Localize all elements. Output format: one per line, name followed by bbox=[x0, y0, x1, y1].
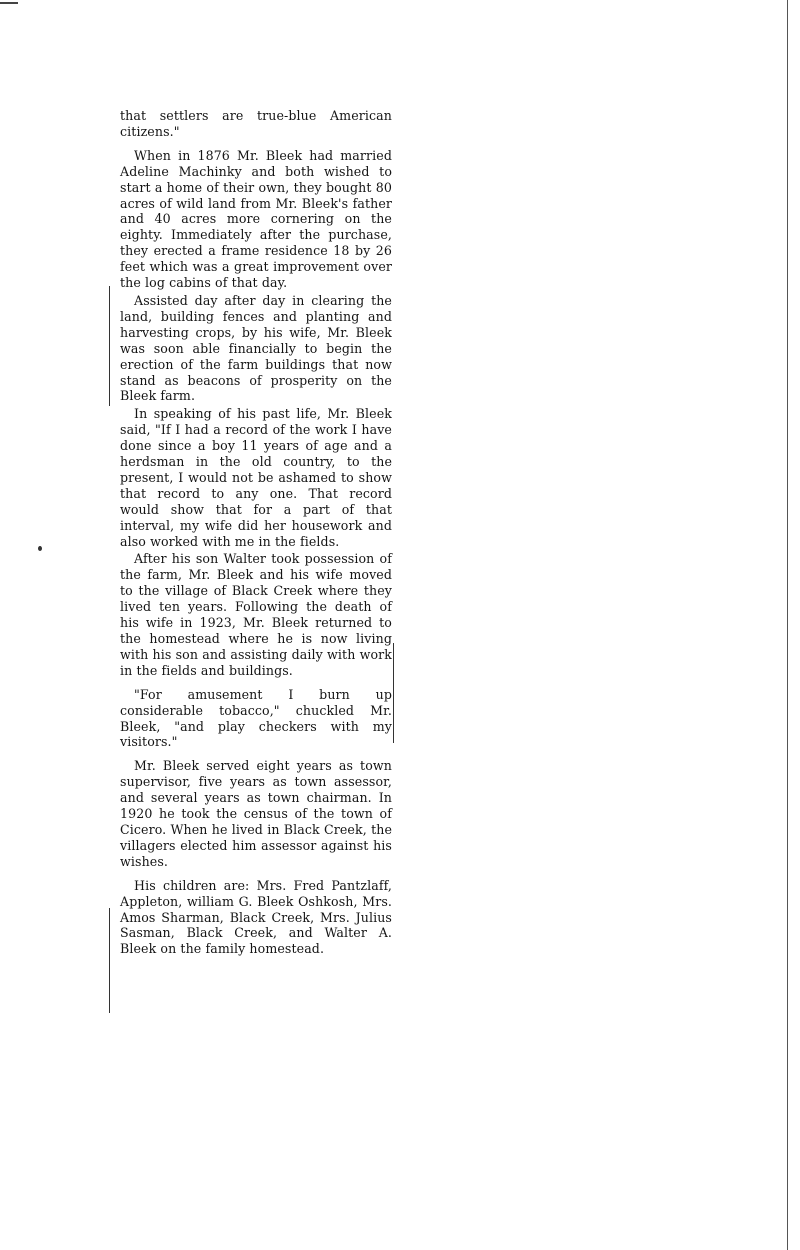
column-rule-right bbox=[393, 643, 394, 743]
article-paragraph-1: that settlers are true-blue American citizens." bbox=[120, 108, 392, 139]
article-paragraph-6: "For amusement I burn up considerable tobacco," chuckled Mr. Bleek, "and play checkers with my visitors." bbox=[120, 686, 392, 750]
article-paragraph-4: In speaking of his past life, Mr. Bleek said, "If I had a record of the work I have done since a boy 11 years of age and a herdsman in the old country, to the present, I would not be ashamed to show that record to any one. That record would show that for a part of that interval, my wife did her housework and also worked with me in the fields. bbox=[120, 406, 392, 549]
scan-speck bbox=[38, 546, 42, 551]
newspaper-clipping bbox=[117, 108, 402, 1023]
article-paragraph-2: When in 1876 Mr. Bleek had married Adeline Machinky and both wished to start a home of their own, they bought 80 acres of wild land from Mr. Bleek's father and 40 acres more cornering on the eighty. Immediately after the purchase, they erected a frame residence 18 by 26 feet which was a great improvement over the log cabins of that day. bbox=[120, 147, 392, 291]
scan-corner-mark bbox=[0, 2, 18, 4]
article-paragraph-7: Mr. Bleek served eight years as town supervisor, five years as town assessor, and several years as town chairman. In 1920 he took the census of the town of Cicero. When he lived in Black Creek, the villagers elected him assessor against his wishes. bbox=[120, 758, 392, 869]
article-paragraph-5: After his son Walter took possession of the farm, Mr. Bleek and his wife moved to the village of Black Creek where they lived ten years. Following the death of his wife in 1923, Mr. Bleek returned to the homestead where he is now living with his son and assisting daily with work in the fields and buildings. bbox=[120, 551, 392, 678]
column-rule-left bbox=[109, 286, 110, 406]
article-column bbox=[120, 108, 392, 959]
article-paragraph-3: Assisted day after day in clearing the land, building fences and planting and harvesting crops, by his wife, Mr. Bleek was soon able financially to begin the erection of the farm buildings that now stand as beacons of prosperity on the Bleek farm. bbox=[120, 292, 392, 404]
column-rule-left-lower bbox=[109, 908, 110, 1013]
page-edge-line bbox=[787, 0, 788, 1250]
article-paragraph-8: His children are: Mrs. Fred Pantzlaff, Appleton, william G. Bleek Oshkosh, Mrs. Amos Sharman, Black Creek, Mrs. Julius Sasman, Black Creek, and Walter A. Bleek on the family homestead. bbox=[120, 877, 392, 957]
